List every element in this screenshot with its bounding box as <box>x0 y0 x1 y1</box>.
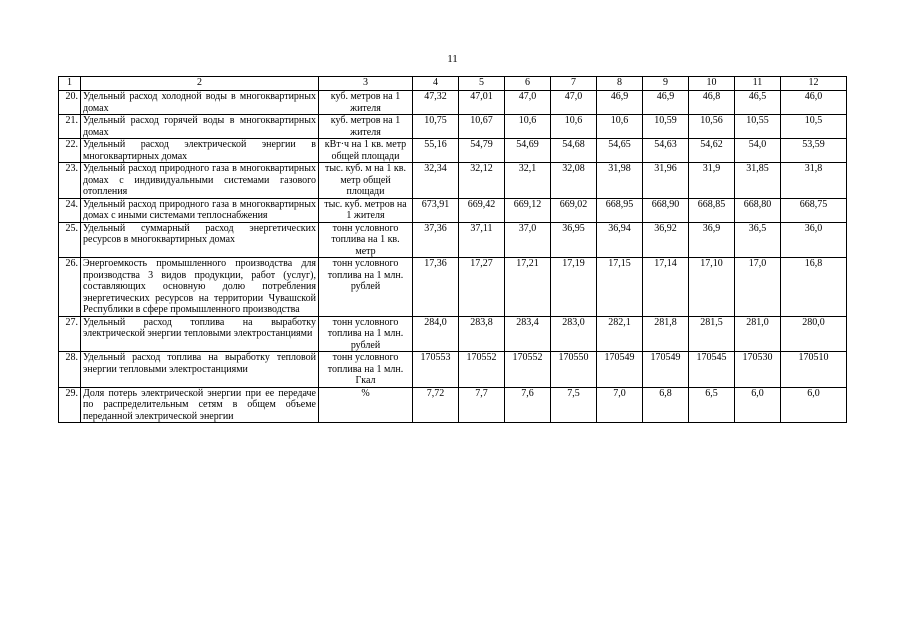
table-row <box>59 139 847 163</box>
row-number: 26. <box>59 258 81 317</box>
value-cell: 47,01 <box>459 91 505 115</box>
value-cell: 46,9 <box>597 91 643 115</box>
value-cell: 668,85 <box>689 198 735 222</box>
indicator-name: Удельный расход топлива на выработку электрической энергии тепловыми электростанциями <box>81 316 319 352</box>
value-cell: 7,72 <box>413 387 459 423</box>
value-cell: 6,0 <box>781 387 847 423</box>
value-cell: 668,80 <box>735 198 781 222</box>
value-cell: 284,0 <box>413 316 459 352</box>
value-cell: 37,11 <box>459 222 505 258</box>
column-header: 10 <box>689 77 735 91</box>
row-number: 24. <box>59 198 81 222</box>
indicator-name: Удельный расход горячей воды в многоквартирных домах <box>81 115 319 139</box>
value-cell: 10,6 <box>551 115 597 139</box>
value-cell: 669,12 <box>505 198 551 222</box>
table-row <box>59 91 847 115</box>
indicator-name: Энергоемкость промышленного производства для производства 3 видов продукции, работ (услуг), составляющих основную долю потребления энергетических ресурсов на территории Чувашской Республики в сфере промышленного производства <box>81 258 319 317</box>
row-number: 27. <box>59 316 81 352</box>
value-cell: 668,75 <box>781 198 847 222</box>
value-cell: 280,0 <box>781 316 847 352</box>
value-cell: 669,02 <box>551 198 597 222</box>
value-cell: 7,0 <box>597 387 643 423</box>
value-cell: 37,0 <box>505 222 551 258</box>
unit-of-measure: тыс. куб. метров на 1 жителя <box>319 198 413 222</box>
table-row <box>59 198 847 222</box>
value-cell: 17,21 <box>505 258 551 317</box>
value-cell: 36,95 <box>551 222 597 258</box>
value-cell: 17,10 <box>689 258 735 317</box>
value-cell: 31,96 <box>643 163 689 199</box>
value-cell: 32,12 <box>459 163 505 199</box>
value-cell: 32,1 <box>505 163 551 199</box>
value-cell: 170552 <box>505 352 551 388</box>
column-header: 8 <box>597 77 643 91</box>
row-number: 29. <box>59 387 81 423</box>
value-cell: 54,65 <box>597 139 643 163</box>
value-cell: 10,56 <box>689 115 735 139</box>
value-cell: 170552 <box>459 352 505 388</box>
row-number: 22. <box>59 139 81 163</box>
value-cell: 17,27 <box>459 258 505 317</box>
value-cell: 32,34 <box>413 163 459 199</box>
value-cell: 669,42 <box>459 198 505 222</box>
column-header: 11 <box>735 77 781 91</box>
column-header: 12 <box>781 77 847 91</box>
row-number: 28. <box>59 352 81 388</box>
value-cell: 282,1 <box>597 316 643 352</box>
value-cell: 46,9 <box>643 91 689 115</box>
value-cell: 32,08 <box>551 163 597 199</box>
column-header: 2 <box>81 77 319 91</box>
value-cell: 54,63 <box>643 139 689 163</box>
value-cell: 668,90 <box>643 198 689 222</box>
value-cell: 170530 <box>735 352 781 388</box>
row-number: 25. <box>59 222 81 258</box>
value-cell: 46,8 <box>689 91 735 115</box>
value-cell: 6,8 <box>643 387 689 423</box>
unit-of-measure: тыс. куб. м на 1 кв. метр общей площади <box>319 163 413 199</box>
value-cell: 281,5 <box>689 316 735 352</box>
column-header: 6 <box>505 77 551 91</box>
column-header: 5 <box>459 77 505 91</box>
value-cell: 16,8 <box>781 258 847 317</box>
value-cell: 10,5 <box>781 115 847 139</box>
value-cell: 31,8 <box>781 163 847 199</box>
value-cell: 170549 <box>643 352 689 388</box>
value-cell: 36,5 <box>735 222 781 258</box>
unit-of-measure: кВт·ч на 1 кв. метр общей площади <box>319 139 413 163</box>
unit-of-measure: тонн условного топлива на 1 млн. рублей <box>319 258 413 317</box>
unit-of-measure: куб. метров на 1 жителя <box>319 91 413 115</box>
value-cell: 10,6 <box>505 115 551 139</box>
unit-of-measure: тонн условного топлива на 1 кв. метр <box>319 222 413 258</box>
indicator-name: Удельный расход электрической энергии в многоквартирных домах <box>81 139 319 163</box>
value-cell: 283,8 <box>459 316 505 352</box>
indicator-name: Удельный расход холодной воды в многоквартирных домах <box>81 91 319 115</box>
value-cell: 7,5 <box>551 387 597 423</box>
row-number: 20. <box>59 91 81 115</box>
value-cell: 170549 <box>597 352 643 388</box>
table-body <box>59 91 847 423</box>
value-cell: 54,79 <box>459 139 505 163</box>
column-header: 3 <box>319 77 413 91</box>
value-cell: 170510 <box>781 352 847 388</box>
unit-of-measure: куб. метров на 1 жителя <box>319 115 413 139</box>
value-cell: 170550 <box>551 352 597 388</box>
value-cell: 17,0 <box>735 258 781 317</box>
value-cell: 53,59 <box>781 139 847 163</box>
indicator-name: Удельный расход природного газа в многоквартирных домах с иными системами теплоснабжения <box>81 198 319 222</box>
indicators-table <box>58 76 847 423</box>
value-cell: 17,19 <box>551 258 597 317</box>
table-row <box>59 163 847 199</box>
value-cell: 46,0 <box>781 91 847 115</box>
value-cell: 7,6 <box>505 387 551 423</box>
value-cell: 17,36 <box>413 258 459 317</box>
table-row <box>59 387 847 423</box>
indicator-name: Удельный суммарный расход энергетических ресурсов в многоквартирных домах <box>81 222 319 258</box>
value-cell: 6,0 <box>735 387 781 423</box>
column-header: 1 <box>59 77 81 91</box>
value-cell: 668,95 <box>597 198 643 222</box>
indicator-name: Удельный расход топлива на выработку тепловой энергии тепловыми электростанциями <box>81 352 319 388</box>
value-cell: 10,59 <box>643 115 689 139</box>
table-row <box>59 222 847 258</box>
value-cell: 55,16 <box>413 139 459 163</box>
value-cell: 36,92 <box>643 222 689 258</box>
indicator-name: Удельный расход природного газа в многоквартирных домах с индивидуальными системами газового отопления <box>81 163 319 199</box>
unit-of-measure: тонн условного топлива на 1 млн. рублей <box>319 316 413 352</box>
value-cell: 281,0 <box>735 316 781 352</box>
row-number: 23. <box>59 163 81 199</box>
value-cell: 54,69 <box>505 139 551 163</box>
value-cell: 10,67 <box>459 115 505 139</box>
value-cell: 47,0 <box>551 91 597 115</box>
table-row <box>59 316 847 352</box>
indicator-name: Доля потерь электрической энергии при ее передаче по распределительным сетям в общем объеме переданной электрической энергии <box>81 387 319 423</box>
value-cell: 46,5 <box>735 91 781 115</box>
value-cell: 281,8 <box>643 316 689 352</box>
value-cell: 6,5 <box>689 387 735 423</box>
value-cell: 31,9 <box>689 163 735 199</box>
value-cell: 10,6 <box>597 115 643 139</box>
value-cell: 10,55 <box>735 115 781 139</box>
row-number: 21. <box>59 115 81 139</box>
value-cell: 36,94 <box>597 222 643 258</box>
table-row <box>59 115 847 139</box>
value-cell: 170545 <box>689 352 735 388</box>
value-cell: 36,0 <box>781 222 847 258</box>
table-row <box>59 352 847 388</box>
header-row <box>59 77 847 91</box>
column-header: 4 <box>413 77 459 91</box>
table-row <box>59 258 847 317</box>
value-cell: 283,0 <box>551 316 597 352</box>
value-cell: 36,9 <box>689 222 735 258</box>
value-cell: 17,14 <box>643 258 689 317</box>
value-cell: 54,0 <box>735 139 781 163</box>
unit-of-measure: тонн условного топлива на 1 млн. Гкал <box>319 352 413 388</box>
value-cell: 31,85 <box>735 163 781 199</box>
page-number: 11 <box>447 53 458 65</box>
value-cell: 7,7 <box>459 387 505 423</box>
value-cell: 54,68 <box>551 139 597 163</box>
value-cell: 31,98 <box>597 163 643 199</box>
value-cell: 47,32 <box>413 91 459 115</box>
value-cell: 673,91 <box>413 198 459 222</box>
column-header: 7 <box>551 77 597 91</box>
column-header: 9 <box>643 77 689 91</box>
value-cell: 283,4 <box>505 316 551 352</box>
value-cell: 37,36 <box>413 222 459 258</box>
value-cell: 170553 <box>413 352 459 388</box>
value-cell: 10,75 <box>413 115 459 139</box>
unit-of-measure: % <box>319 387 413 423</box>
value-cell: 47,0 <box>505 91 551 115</box>
value-cell: 54,62 <box>689 139 735 163</box>
value-cell: 17,15 <box>597 258 643 317</box>
